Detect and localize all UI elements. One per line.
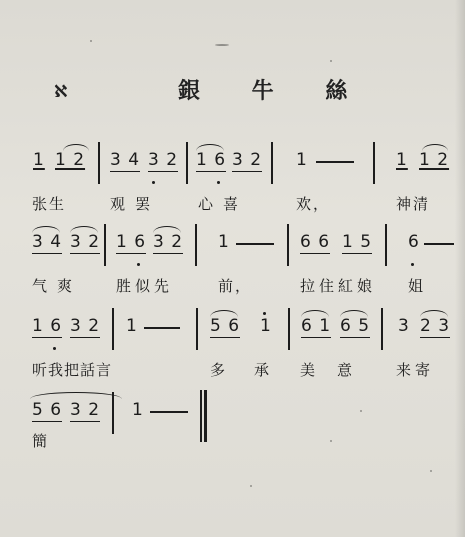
note-group: 6 1 xyxy=(301,316,332,336)
lyric: 承 xyxy=(254,361,272,379)
note-group: 5 6 xyxy=(32,400,63,420)
score-row-1 xyxy=(0,140,465,190)
dot xyxy=(137,263,140,266)
note-group: 1 xyxy=(218,232,230,252)
lyric: 张生 xyxy=(32,195,67,213)
score-row-2 xyxy=(0,222,465,272)
barline xyxy=(381,308,383,350)
lyric: 欢， xyxy=(296,195,331,213)
barline xyxy=(195,224,197,266)
dot xyxy=(152,181,155,184)
lyric-row-3 xyxy=(0,359,465,381)
note-group: 1 6 xyxy=(196,150,227,170)
lyric: 美意 xyxy=(300,361,375,379)
barline xyxy=(112,308,114,350)
lyric: 气爽 xyxy=(32,277,83,295)
note-group: 1 xyxy=(260,316,272,336)
dot xyxy=(53,347,56,350)
slur xyxy=(30,392,122,399)
barline xyxy=(104,224,106,266)
lyric: 心喜 xyxy=(198,195,249,213)
lyric: 姐 xyxy=(408,277,426,295)
note-group: 1 2 xyxy=(419,150,450,170)
lyric: 神清 xyxy=(396,195,431,213)
print-speck xyxy=(215,44,229,46)
barline xyxy=(288,308,290,350)
dash-extension xyxy=(150,411,188,413)
lyric: 拉住紅娘 xyxy=(300,277,377,295)
dot xyxy=(263,312,266,315)
lyric: 前， xyxy=(218,277,253,295)
note-group: 1 6 xyxy=(116,232,147,252)
lyric: 胜似先 xyxy=(116,277,174,295)
note-group: 1 6 xyxy=(32,316,63,336)
note-group: 2 3 xyxy=(420,316,451,336)
barline xyxy=(385,224,387,266)
note-group: 1 2 xyxy=(55,150,86,170)
note-group: 3 2 xyxy=(70,232,101,252)
note-group: 3 2 xyxy=(148,150,179,170)
lyric-row-1 xyxy=(0,193,465,215)
note-group: 1 xyxy=(132,400,144,420)
lyric: 听我把話言 xyxy=(32,361,113,379)
note-group: 6 xyxy=(408,232,420,252)
note-group: 5 6 xyxy=(210,316,241,336)
barline xyxy=(271,142,273,184)
barline xyxy=(98,142,100,184)
note-group: 6 6 xyxy=(300,232,331,252)
note-group: 1 xyxy=(33,150,45,170)
note-group: 6 5 xyxy=(340,316,371,336)
print-speck xyxy=(90,40,92,42)
barline xyxy=(112,392,114,434)
lyric: 观罢 xyxy=(110,195,161,213)
print-speck xyxy=(430,470,432,472)
song-title: 銀 牛 絲 xyxy=(178,78,370,104)
note-group: 3 2 xyxy=(232,150,263,170)
note-group: 1 xyxy=(396,150,408,170)
note-group: 3 xyxy=(398,316,410,336)
section-mark-icon: ℵ xyxy=(54,82,68,102)
note-group: 3 4 xyxy=(110,150,141,170)
print-speck xyxy=(330,440,332,442)
note-group: 3 2 xyxy=(70,400,101,420)
note-group: 3 2 xyxy=(153,232,184,252)
note-group: 3 2 xyxy=(70,316,101,336)
dash-extension xyxy=(236,243,274,245)
note-group: 3 4 xyxy=(32,232,63,252)
print-speck xyxy=(360,410,362,412)
lyric: 多 xyxy=(210,361,228,379)
barline xyxy=(287,224,289,266)
dot xyxy=(217,181,220,184)
barline xyxy=(186,142,188,184)
dot xyxy=(411,263,414,266)
dash-extension xyxy=(316,161,354,163)
lyric-row-4 xyxy=(0,430,465,452)
dash-extension xyxy=(144,327,180,329)
barline xyxy=(196,308,198,350)
dash-extension xyxy=(424,243,454,245)
note-group: 1 xyxy=(126,316,138,336)
lyric-row-2 xyxy=(0,275,465,297)
note-group: 1 xyxy=(296,150,308,170)
print-speck xyxy=(330,60,332,62)
barline xyxy=(373,142,375,184)
print-speck xyxy=(250,485,252,487)
note-group: 1 5 xyxy=(342,232,373,252)
lyric: 来寄 xyxy=(396,361,435,379)
lyric: 簡 xyxy=(32,432,50,450)
score-row-3 xyxy=(0,306,465,356)
